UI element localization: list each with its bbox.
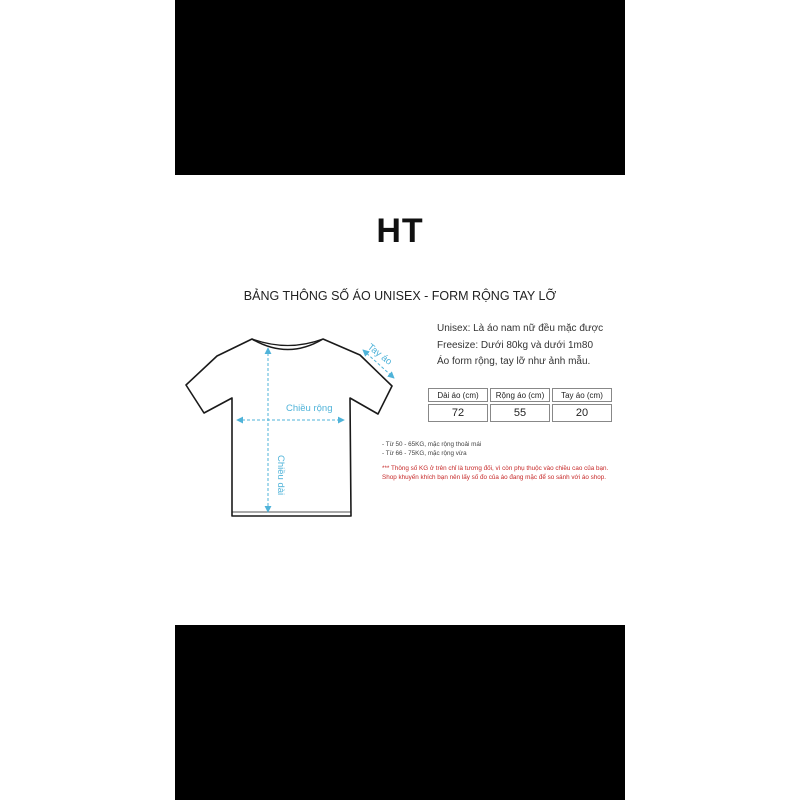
brand-logo-text: HT <box>376 212 424 250</box>
value-sleeve: 20 <box>552 404 612 422</box>
warning-line-2: Shop khuyến khích bạn nên lấy số đo của áo đang mặc để so sánh với áo shop. <box>382 474 606 481</box>
sleeve-label: Tay áo <box>365 341 394 368</box>
warning-line-1: *** Thông số KG ở trên chỉ là tương đối, vì còn phụ thuộc vào chiều cao của bạn. <box>382 465 609 472</box>
tshirt-diagram <box>180 315 400 527</box>
header-sleeve: Tay áo (cm) <box>552 388 612 402</box>
header-width: Rộng áo (cm) <box>490 388 550 402</box>
tshirt-outline <box>186 339 392 516</box>
note-weight-2: - Từ 66 - 75KG, mặc rộng vừa <box>382 450 467 457</box>
black-band-bottom <box>175 625 625 800</box>
note-weight-1: - Từ 50 - 65KG, mặc rộng thoải mái <box>382 441 482 448</box>
value-length: 72 <box>428 404 488 422</box>
info-line-freesize: Freesize: Dưới 80kg và dưới 1m80 <box>437 340 594 351</box>
size-table <box>426 386 614 424</box>
info-line-form: Áo form rộng, tay lỡ như ảnh mẫu. <box>437 356 591 367</box>
chart-title: BẢNG THÔNG SỐ ÁO UNISEX - FORM RỘNG TAY LỠ <box>243 289 557 303</box>
length-label: Chiều dài <box>275 455 286 496</box>
header-length: Dài áo (cm) <box>428 388 488 402</box>
value-width: 55 <box>490 404 550 422</box>
info-line-unisex: Unisex: Là áo nam nữ đều mặc được <box>437 323 604 334</box>
size-table-header-row <box>428 388 612 402</box>
width-label: Chiều rộng <box>286 403 333 414</box>
size-table-value-row <box>428 404 612 422</box>
black-band-top <box>175 0 625 175</box>
